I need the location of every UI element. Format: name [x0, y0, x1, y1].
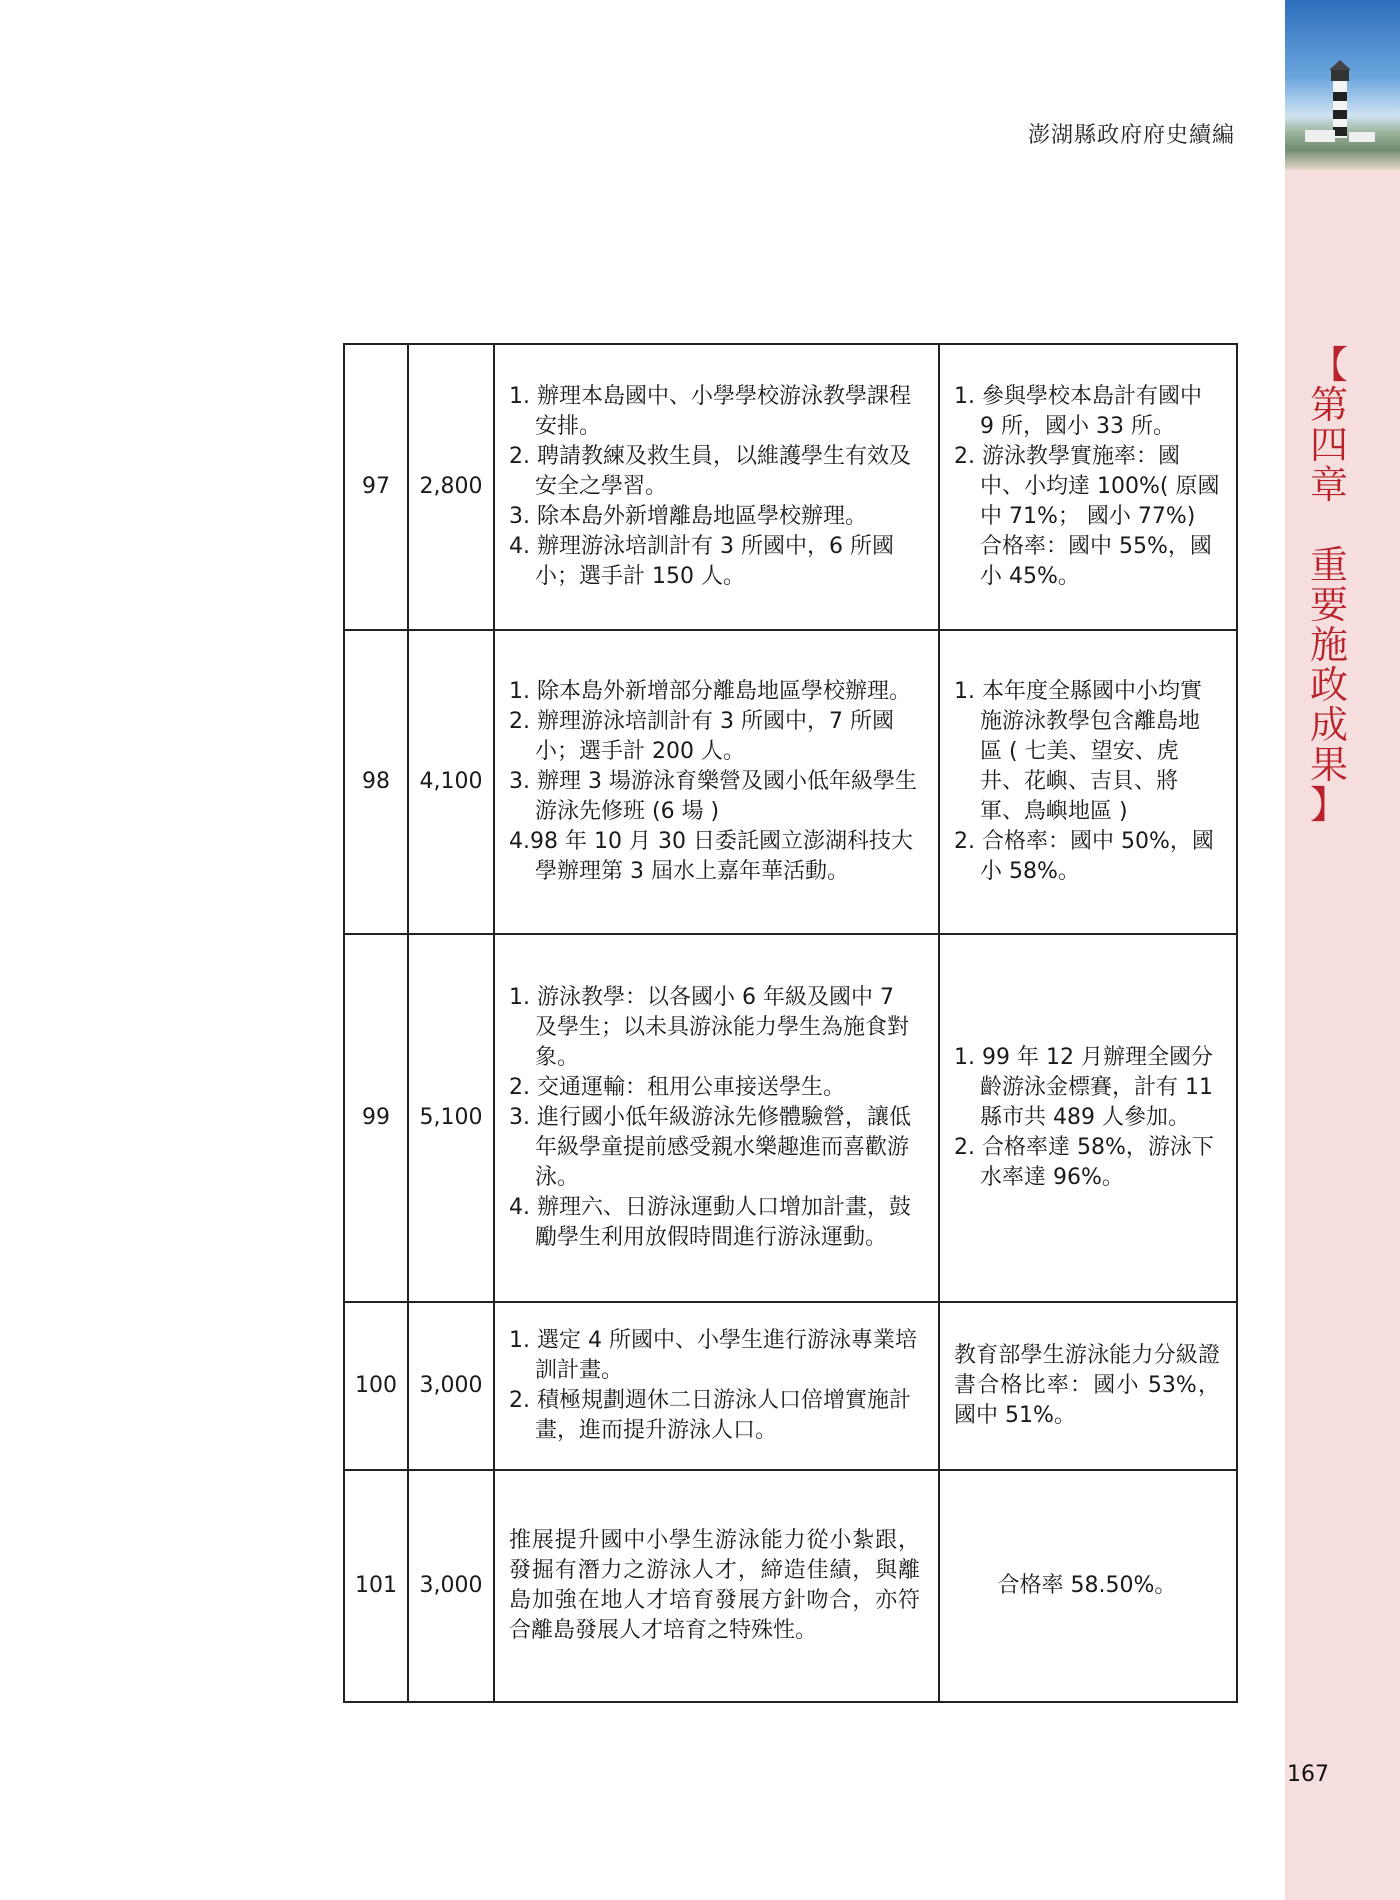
list-item: 3. 除本島外新增離島地區學校辦理。 — [509, 504, 867, 529]
chapter-char: 果 — [1309, 743, 1348, 787]
year-cell: 101 — [344, 1470, 408, 1702]
chapter-char: 政 — [1309, 663, 1348, 707]
chapter-char: 施 — [1309, 623, 1348, 667]
chapter-char: 】 — [1309, 783, 1348, 827]
list-item: 1. 本年度全縣國中小均實施游泳教學包含離島地區 ( 七美、望安、虎井、花嶼、吉貝、將軍、鳥嶼地區 ) — [954, 679, 1202, 824]
swimming-program-table — [343, 343, 1238, 1703]
list-item: 4.98 年 10 月 30 日委託國立澎湖科技大學辦理第 3 屆水上嘉年華活動。 — [509, 829, 913, 884]
results-cell — [939, 630, 1237, 934]
chapter-char: 重 — [1309, 543, 1348, 587]
year-cell: 98 — [344, 630, 408, 934]
list-item: 4. 辦理六、日游泳運動人口增加計畫，鼓勵學生利用放假時間進行游泳運動。 — [509, 1195, 911, 1250]
chapter-char: 要 — [1309, 583, 1348, 627]
year-cell: 99 — [344, 934, 408, 1302]
list-item: 1. 參與學校本島計有國中 9 所，國小 33 所。 — [954, 384, 1202, 439]
results-cell: 教育部學生游泳能力分級證書合格比率：國小 53%，國中 51%。 — [939, 1302, 1237, 1470]
list-item: 2. 聘請教練及救生員，以維護學生有效及安全之學習。 — [509, 444, 911, 499]
budget-cell: 4,100 — [408, 630, 494, 934]
list-item: 3. 辦理 3 場游泳育樂營及國小低年級學生游泳先修班 (6 場 ) — [509, 769, 917, 824]
list-item: 2. 辦理游泳培訓計有 3 所國中，7 所國小；選手計 200 人。 — [509, 709, 894, 764]
list-item: 1. 除本島外新增部分離島地區學校辦理。 — [509, 679, 911, 704]
list-item: 1. 游泳教學：以各國小 6 年級及國中 7 及學生；以未具游泳能力學生為施食對象。 — [509, 985, 910, 1070]
list-item: 2. 合格率達 58%，游泳下水率達 96%。 — [954, 1135, 1214, 1190]
list-item: 2. 積極規劃週休二日游泳人口倍增實施計畫，進而提升游泳人口。 — [509, 1388, 911, 1443]
budget-cell: 2,800 — [408, 344, 494, 630]
budget-cell: 5,100 — [408, 934, 494, 1302]
book-title: 澎湖縣政府府史續編 — [1027, 123, 1235, 148]
chapter-char: 成 — [1309, 703, 1348, 747]
measures-cell: 推展提升國中小學生游泳能力從小紮跟，發掘有潛力之游泳人才，締造佳績，與離島加強在地人才培育發展方針吻合，亦符合離島發展人才培育之特殊性。 — [494, 1470, 939, 1702]
results-cell — [939, 344, 1237, 630]
chapter-tab — [1305, 345, 1353, 825]
table-row — [344, 934, 1237, 1302]
year-cell: 97 — [344, 344, 408, 630]
table-row — [344, 630, 1237, 934]
lighthouse-photo — [1285, 0, 1400, 170]
chapter-char — [1305, 505, 1353, 545]
measures-cell — [494, 934, 939, 1302]
chapter-char: 章 — [1309, 463, 1348, 507]
list-item: 2. 游泳教學實施率：國中、小均達 100%( 原國中 71%； 國小 77%) 合格率：國中 55%，國小 45%。 — [954, 444, 1220, 589]
table-row — [344, 1302, 1237, 1470]
chapter-char: 【 — [1309, 343, 1348, 387]
year-cell: 100 — [344, 1302, 408, 1470]
page-number: 167 — [1287, 1762, 1329, 1787]
list-item: 3. 進行國小低年級游泳先修體驗營，讓低年級學童提前感受親水樂趣進而喜歡游泳。 — [509, 1105, 911, 1190]
side-band — [1285, 0, 1400, 1900]
list-item: 2. 合格率：國中 50%，國小 58%。 — [954, 829, 1214, 884]
list-item: 1. 辦理本島國中、小學學校游泳教學課程安排。 — [509, 384, 911, 439]
results-cell: 合格率 58.50%。 — [939, 1470, 1237, 1702]
chapter-char: 四 — [1309, 423, 1348, 467]
budget-cell: 3,000 — [408, 1302, 494, 1470]
table-row — [344, 1470, 1237, 1702]
budget-cell: 3,000 — [408, 1470, 494, 1702]
table-row — [344, 344, 1237, 630]
measures-cell — [494, 630, 939, 934]
chapter-char: 第 — [1309, 383, 1348, 427]
list-item: 1. 99 年 12 月辦理全國分齡游泳金標賽，計有 11 縣市共 489 人參加。 — [954, 1045, 1213, 1130]
results-cell — [939, 934, 1237, 1302]
measures-cell — [494, 344, 939, 630]
list-item: 1. 選定 4 所國中、小學生進行游泳專業培訓計畫。 — [509, 1328, 917, 1383]
list-item: 2. 交通運輸：租用公車接送學生。 — [509, 1075, 845, 1100]
list-item: 4. 辦理游泳培訓計有 3 所國中，6 所國小；選手計 150 人。 — [509, 534, 894, 589]
measures-cell — [494, 1302, 939, 1470]
